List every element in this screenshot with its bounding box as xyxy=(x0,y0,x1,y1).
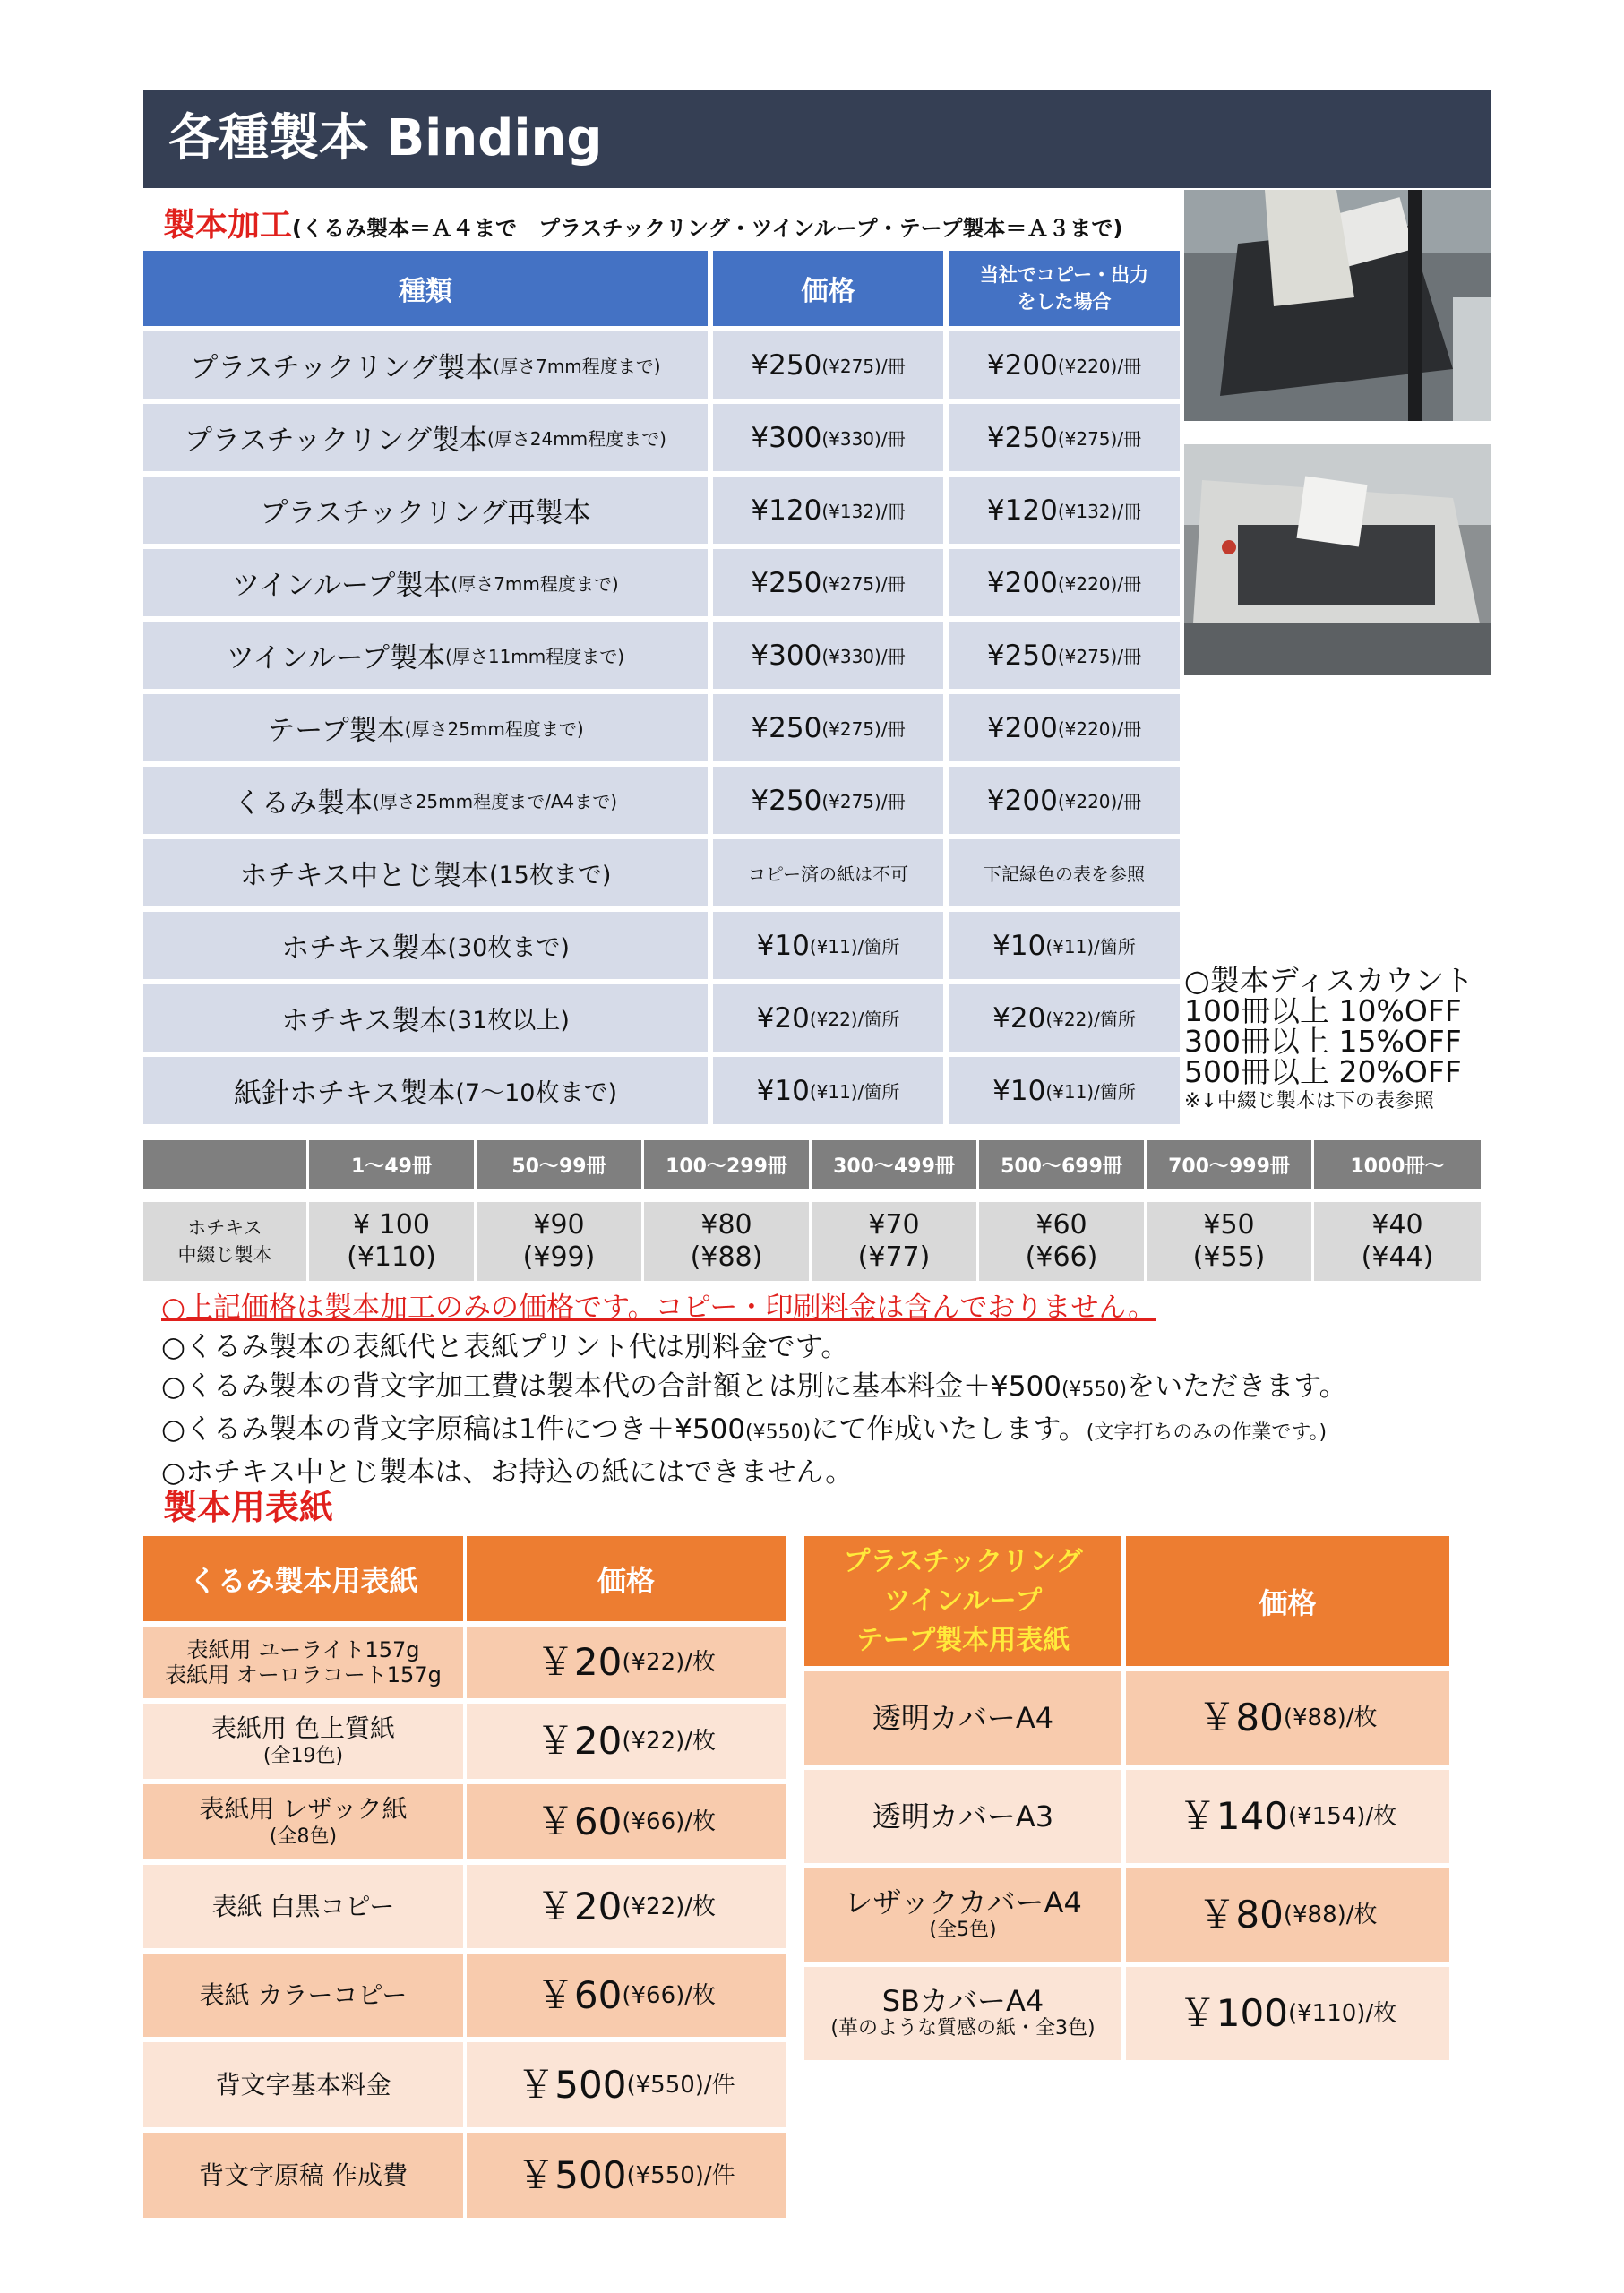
table-row-copy-price xyxy=(949,404,1180,471)
note-text: ○くるみ製本の背文字加工費は製本代の合計額とは別に基本料金＋¥500 xyxy=(161,1370,1061,1403)
note-line: ○ホチキス中とじ製本は、お持込の紙にはできません。 xyxy=(161,1456,854,1489)
cover-price: ￥60 xyxy=(536,1972,623,2017)
cover-price-tax: (¥550)/件 xyxy=(626,2071,735,2099)
row-note: (15枚まで) xyxy=(488,862,612,889)
cover-row-price xyxy=(1126,1770,1449,1863)
cover-name-1: 背文字原稿 作成費 xyxy=(199,2160,408,2190)
qty-label-line1: ホチキス xyxy=(187,1217,262,1239)
table-row-name xyxy=(143,984,708,1052)
row-note: (厚さ25mm程度まで/A4まで) xyxy=(372,791,618,812)
cover-price: ￥20 xyxy=(536,1719,623,1763)
row-copy-tax: (¥275)/冊 xyxy=(1057,428,1142,450)
cover-price-tax: (¥550)/件 xyxy=(626,2161,735,2189)
ring-cover-table xyxy=(804,1536,1449,2060)
table-row-copy-price xyxy=(949,331,1180,399)
qty-price-cell xyxy=(979,1202,1144,1281)
qty-price-tax: (¥44) xyxy=(1361,1241,1434,1273)
qty-label-line2: 中綴じ製本 xyxy=(177,1244,272,1266)
qty-price-tax: (¥77) xyxy=(857,1241,931,1273)
cover-price-tax: (¥22)/枚 xyxy=(622,1893,717,1920)
note-text: ○くるみ製本の背文字原稿は1件につき＋¥500 xyxy=(161,1413,746,1446)
binding-section-title xyxy=(163,201,1122,251)
row-copy-tax: (¥132)/冊 xyxy=(1057,501,1142,522)
cover-row-name xyxy=(143,1784,463,1859)
cover-row-name xyxy=(143,2133,463,2218)
row-copy-tax: (¥220)/冊 xyxy=(1057,573,1142,595)
cover-price: ￥500 xyxy=(517,2062,627,2107)
cover-row-name xyxy=(804,1967,1121,2060)
cover-price: ￥100 xyxy=(1178,1991,1288,2035)
row-note: (厚さ25mm程度まで) xyxy=(404,718,584,740)
cover-section-title: 製本用表紙 xyxy=(163,1488,334,1527)
table-row-name xyxy=(143,767,708,834)
note-tax: (¥550) xyxy=(745,1421,812,1444)
qty-header-blank xyxy=(143,1140,306,1189)
row-copy-price: ¥20 xyxy=(992,1001,1046,1035)
cover-name-1: 背文字基本料金 xyxy=(215,2069,391,2100)
table-row-price xyxy=(713,912,943,979)
cover-row-price xyxy=(1126,1671,1449,1765)
cover-price: ￥140 xyxy=(1178,1794,1288,1838)
table-row-name xyxy=(143,622,708,689)
cover-row-name xyxy=(143,1627,463,1698)
cover-row-name xyxy=(804,1868,1121,1962)
cover-name-2: (全8色) xyxy=(269,1825,338,1848)
qty-price-tax: (¥99) xyxy=(522,1241,596,1273)
row-name: プラスチックリング製本 xyxy=(185,425,487,457)
table-row-name xyxy=(143,1057,708,1124)
table-row-name xyxy=(143,404,708,471)
row-price: ¥300 xyxy=(751,421,822,454)
row-copy-tax: (¥11)/箇所 xyxy=(1045,1081,1136,1103)
note-line xyxy=(161,1367,1559,1410)
table-row-price xyxy=(713,984,943,1052)
table-row-price xyxy=(713,1057,943,1124)
row-price-tax: (¥275)/冊 xyxy=(821,791,906,812)
note-text: をいただきます。 xyxy=(1127,1370,1347,1403)
table-row-price xyxy=(713,694,943,761)
row-copy-tax: (¥220)/冊 xyxy=(1057,791,1142,812)
row-price: ¥250 xyxy=(751,784,822,817)
cover-row-price xyxy=(467,1704,786,1779)
table-row-name xyxy=(143,331,708,399)
row-name: プラスチックリング再製本 xyxy=(260,497,591,529)
header-type: 種類 xyxy=(143,251,708,326)
row-name: くるみ製本 xyxy=(233,787,373,820)
qty-price-cell xyxy=(812,1202,976,1281)
cover-price: ￥80 xyxy=(1198,1696,1284,1739)
table-row-copy-price xyxy=(949,1057,1180,1124)
table-row-name xyxy=(143,912,708,979)
cover-row-price xyxy=(1126,1868,1449,1962)
row-copy-price: ¥10 xyxy=(992,1074,1046,1107)
row-note: (厚さ24mm程度まで) xyxy=(486,428,666,450)
qty-header: 100～299冊 xyxy=(644,1140,809,1189)
row-copy-price: ¥200 xyxy=(986,348,1058,382)
discount-box xyxy=(1184,963,1507,1116)
qty-price-cell xyxy=(644,1202,809,1281)
row-name: 紙針ホチキス製本 xyxy=(234,1078,456,1110)
row-name: ツインループ製本 xyxy=(226,642,446,674)
qty-price: ¥70 xyxy=(868,1209,920,1241)
table-row-name xyxy=(143,477,708,544)
row-price-tax: コピー済の紙は不可 xyxy=(747,863,909,885)
qty-price-tax: (¥110) xyxy=(347,1241,436,1273)
row-copy-price: ¥200 xyxy=(986,566,1058,599)
table-row-copy-price xyxy=(949,839,1180,906)
cover-price: ￥500 xyxy=(517,2152,627,2197)
qty-header: 700～999冊 xyxy=(1147,1140,1311,1189)
row-price: ¥250 xyxy=(751,348,822,382)
table-row-price xyxy=(713,622,943,689)
row-price-tax: (¥330)/冊 xyxy=(821,646,906,667)
table-row-price xyxy=(713,404,943,471)
table-row-name xyxy=(143,549,708,616)
qty-price-cell xyxy=(1314,1202,1481,1281)
qty-price-tax: (¥55) xyxy=(1192,1241,1266,1273)
table-row-copy-price xyxy=(949,984,1180,1052)
cover-name-1: 表紙用 ユーライト157g xyxy=(186,1637,420,1662)
qty-header: 300～499冊 xyxy=(812,1140,976,1189)
cover-name-1: 透明カバーA4 xyxy=(872,1701,1054,1735)
row-copy-tax: (¥275)/冊 xyxy=(1057,646,1142,667)
qty-price-cell xyxy=(309,1202,474,1281)
qty-price-tax: (¥66) xyxy=(1025,1241,1098,1273)
cover-price-tax: (¥154)/枚 xyxy=(1287,1803,1397,1830)
cover-name-1: 透明カバーA3 xyxy=(872,1799,1054,1834)
cover-right-header-line3: テープ製本用表紙 xyxy=(855,1624,1070,1656)
binding-machine-photo-1 xyxy=(1184,190,1491,421)
row-note: (厚さ11mm程度まで) xyxy=(445,646,625,667)
row-name: ツインループ製本 xyxy=(232,570,451,602)
cover-row-price xyxy=(467,1627,786,1698)
cover-price: ￥80 xyxy=(1198,1893,1284,1937)
qty-price: ¥50 xyxy=(1203,1209,1255,1241)
qty-price-cell xyxy=(1147,1202,1311,1281)
row-price: ¥10 xyxy=(756,1074,810,1107)
cover-price-tax: (¥22)/枚 xyxy=(622,1649,717,1676)
row-copy-price: ¥250 xyxy=(986,639,1058,672)
cover-name-1: 表紙 白黒コピー xyxy=(211,1891,395,1921)
cover-price-tax: (¥110)/枚 xyxy=(1287,2000,1397,2027)
cover-name-1: 表紙用 レザック紙 xyxy=(199,1794,408,1824)
cover-price: ￥20 xyxy=(536,1640,623,1684)
discount-line: 500冊以上 20%OFF xyxy=(1184,1054,1462,1089)
cover-price-tax: (¥22)/枚 xyxy=(622,1728,717,1755)
row-copy-tax: (¥11)/箇所 xyxy=(1045,936,1136,958)
note-small: (文字打ちのみの作業です。) xyxy=(1086,1421,1328,1444)
cover-name-1: SBカバーA4 xyxy=(881,1984,1044,2018)
table-row-price xyxy=(713,549,943,616)
binding-machine-photo-2 xyxy=(1184,444,1491,675)
cover-price-tax: (¥88)/枚 xyxy=(1283,1705,1378,1731)
row-price-tax: (¥275)/冊 xyxy=(821,718,906,740)
cover-row-price xyxy=(467,1954,786,2037)
header-copy-price xyxy=(949,251,1180,326)
page-title-banner xyxy=(143,90,1491,188)
cover-name-1: レザックカバーA4 xyxy=(844,1885,1082,1919)
cover-price-tax: (¥66)/枚 xyxy=(622,1981,717,2009)
qty-price: ¥80 xyxy=(700,1209,752,1241)
discount-line: 100冊以上 10%OFF xyxy=(1184,993,1462,1028)
cover-price-tax: (¥66)/枚 xyxy=(622,1808,717,1835)
row-price-tax: (¥275)/冊 xyxy=(821,573,906,595)
row-name: ホチキス製本 xyxy=(281,1005,448,1037)
table-row-price xyxy=(713,477,943,544)
row-name: プラスチックリング製本 xyxy=(190,352,494,384)
row-price: ¥10 xyxy=(756,929,810,962)
row-price: ¥120 xyxy=(751,494,822,527)
row-copy-price: ¥200 xyxy=(986,711,1058,744)
photo-1-graphic xyxy=(1184,190,1491,421)
row-copy-tax: (¥220)/冊 xyxy=(1057,356,1142,377)
qty-price: ¥60 xyxy=(1035,1209,1087,1241)
photo-2-graphic xyxy=(1184,444,1491,675)
header-price: 価格 xyxy=(713,251,943,326)
qty-row-label xyxy=(143,1202,306,1281)
row-price-tax: (¥11)/箇所 xyxy=(809,936,900,958)
row-copy-price: ¥120 xyxy=(986,494,1058,527)
row-price-tax: (¥11)/箇所 xyxy=(809,1081,900,1103)
table-row-copy-price xyxy=(949,767,1180,834)
row-price: ¥300 xyxy=(751,639,822,672)
row-note: (7～10枚まで) xyxy=(455,1079,617,1107)
note-text: にて作成いたします。 xyxy=(811,1413,1087,1446)
cover-name-1: 表紙用 色上質紙 xyxy=(211,1713,395,1743)
note-line xyxy=(161,1410,1559,1453)
binding-title: 製本加工 xyxy=(163,207,293,244)
discount-line: 300冊以上 15%OFF xyxy=(1184,1024,1462,1059)
discount-title: ○製本ディスカウント xyxy=(1184,963,1474,998)
cover-name-2: (革のような質感の紙・全3色) xyxy=(830,2017,1096,2040)
cover-row-name xyxy=(143,1954,463,2037)
table-row-copy-price xyxy=(949,694,1180,761)
row-copy-tax: (¥22)/箇所 xyxy=(1045,1009,1136,1030)
qty-header: 50～99冊 xyxy=(477,1140,641,1189)
cover-right-header-line2: ツインループ xyxy=(883,1584,1043,1617)
cover-row-price xyxy=(1126,1967,1449,2060)
cover-row-price xyxy=(467,1865,786,1948)
qty-price: ¥40 xyxy=(1371,1209,1423,1241)
row-name: テープ製本 xyxy=(267,715,405,747)
row-price: ¥250 xyxy=(751,711,822,744)
cover-row-price xyxy=(467,2133,786,2218)
discount-note: ※↓中綴じ製本は下の表参照 xyxy=(1184,1090,1434,1112)
cover-row-price xyxy=(467,2042,786,2127)
qty-price: ¥ 100 xyxy=(353,1209,430,1241)
row-copy-price: ¥200 xyxy=(986,784,1058,817)
qty-price-cell xyxy=(477,1202,641,1281)
row-price-tax: (¥330)/冊 xyxy=(821,428,906,450)
cover-right-header-price: 価格 xyxy=(1126,1536,1449,1666)
binding-notes xyxy=(161,1288,1559,1492)
note-line: ○上記価格は製本加工のみの価格です。コピー・印刷料金は含んでおりません。 xyxy=(161,1292,1156,1324)
row-price-tax: (¥275)/冊 xyxy=(821,356,906,377)
cover-row-price xyxy=(467,1784,786,1859)
row-price: ¥250 xyxy=(751,566,822,599)
cover-row-name xyxy=(143,2042,463,2127)
note-line: ○くるみ製本の表紙代と表紙プリント代は別料金です。 xyxy=(161,1331,849,1363)
cover-price-tax: (¥88)/枚 xyxy=(1283,1902,1378,1928)
cover-row-name xyxy=(143,1704,463,1779)
cover-name-2: 表紙用 オーロラコート157g xyxy=(165,1662,442,1688)
cover-row-name xyxy=(804,1770,1121,1863)
cover-price: ￥20 xyxy=(536,1884,623,1928)
table-row-copy-price xyxy=(949,477,1180,544)
kurumi-cover-table xyxy=(143,1536,786,2218)
row-note: (厚さ7mm程度まで) xyxy=(493,356,661,377)
table-row-price xyxy=(713,767,943,834)
table-row-price xyxy=(713,839,943,906)
cover-name-1: 表紙 カラーコピー xyxy=(199,1980,408,2010)
table-row-name xyxy=(143,694,708,761)
table-row-copy-price xyxy=(949,549,1180,616)
cover-right-header-line1: プラスチックリング xyxy=(843,1545,1083,1577)
cover-price: ￥60 xyxy=(536,1799,623,1843)
qty-header: 1～49冊 xyxy=(309,1140,474,1189)
row-note: (31枚以上) xyxy=(447,1007,570,1035)
row-note: (30枚まで) xyxy=(447,934,570,962)
qty-header: 1000冊～ xyxy=(1314,1140,1481,1189)
cover-name-2: (全5色) xyxy=(929,1919,997,1941)
row-price-tax: (¥22)/箇所 xyxy=(809,1009,900,1030)
row-copy-price: ¥10 xyxy=(992,929,1046,962)
binding-price-table xyxy=(143,251,1180,1124)
page-title: 各種製本 Binding xyxy=(168,109,603,167)
qty-header: 500～699冊 xyxy=(979,1140,1144,1189)
cover-name-2: (全19色) xyxy=(262,1745,344,1767)
table-row-price xyxy=(713,331,943,399)
qty-price: ¥90 xyxy=(533,1209,585,1241)
header-copy-price-line2: をした場合 xyxy=(1017,291,1112,313)
header-copy-price-line1: 当社でコピー・出力 xyxy=(979,264,1149,286)
row-name: ホチキス中とじ製本 xyxy=(239,860,489,892)
cover-right-header-name xyxy=(804,1536,1121,1666)
cover-row-name xyxy=(143,1865,463,1948)
cover-left-header-price: 価格 xyxy=(467,1536,786,1621)
note-tax: (¥550) xyxy=(1061,1378,1128,1401)
qty-price-tax: (¥88) xyxy=(690,1241,763,1273)
table-row-copy-price xyxy=(949,622,1180,689)
row-price-tax: (¥132)/冊 xyxy=(821,501,906,522)
cover-row-name xyxy=(804,1671,1121,1765)
table-row-copy-price xyxy=(949,912,1180,979)
binding-subtitle: (くるみ製本＝Ａ４まで プラスチックリング・ツインループ・テープ製本＝Ａ３まで) xyxy=(292,216,1123,241)
row-price: ¥20 xyxy=(756,1001,810,1035)
row-copy-price: ¥250 xyxy=(986,421,1058,454)
cover-left-header-name: くるみ製本用表紙 xyxy=(143,1536,463,1621)
table-row-name xyxy=(143,839,708,906)
row-copy-tax: 下記緑色の表を参照 xyxy=(984,863,1145,885)
saddle-stitch-quantity-table xyxy=(143,1140,1493,1281)
row-copy-tax: (¥220)/冊 xyxy=(1057,718,1142,740)
row-note: (厚さ7mm程度まで) xyxy=(451,573,619,595)
row-name: ホチキス製本 xyxy=(281,932,448,965)
